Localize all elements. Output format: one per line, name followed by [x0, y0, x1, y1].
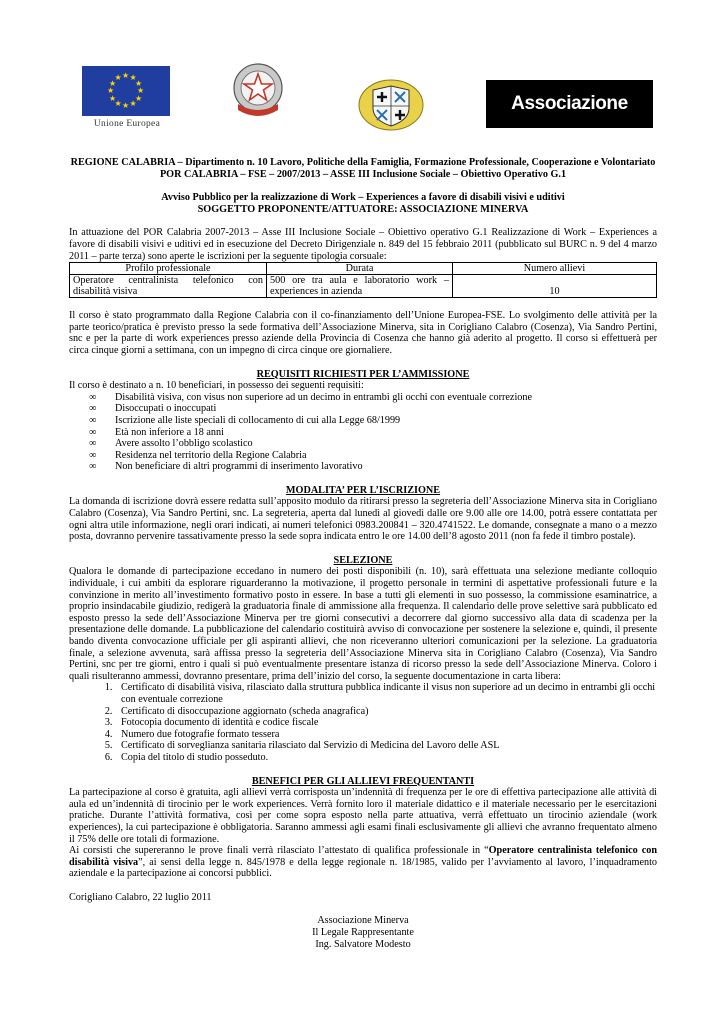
qualifica-name: Operatore centralinista telefonico con disabilità visiva: [69, 845, 657, 868]
selezione-title: SELEZIONE: [333, 554, 393, 566]
eu-star-icon: ★: [122, 101, 130, 110]
eu-star-icon: ★: [114, 98, 122, 108]
attestato-text-b: ”, ai sensi della legge n. 845/1978 e della legge regionale n. 18/1985, valido per l’avviamento al lavoro, l’inquadramento aziendale e la partecipazione ai concorsi pubblici.: [69, 856, 657, 880]
list-item: ∞ Non beneficiare di altri programmi di inserimento lavorativo: [115, 461, 657, 473]
benefici-title: BENEFICI PER GLI ALLIEVI FREQUENTANTI: [251, 775, 475, 787]
table-header-allievi: Numero allievi: [453, 263, 657, 275]
course-paragraph: Il corso è stato programmato dalla Regione Calabria con il co-finanziamento dell’Unione Europea-FSE. Lo svolgimento delle attività per la parte teorico/pratica è previsto presso la sede formativa dell’Associazione Minerva, sita in Corigliano Calabro (Cosenza), Via Sandro Pertini, snc e per la parte di work experiences presso aziende della Provincia di Cosenza che hanno già aderito al progetto. Il corso si effettuerà per circa cinque giorni a settimana, con un impegno di circa cinque ore giornaliere.: [69, 310, 657, 356]
requisiti-title: REQUISITI RICHIESTI PER L’AMMISSIONE: [256, 368, 470, 380]
benefici-paragraph: La partecipazione al corso è gratuita, agli allievi verrà corrisposta un’indennità di frequenza per le ore di effettiva partecipazione alle attività di aula ed un’indennità di tirocinio per le work experiences. Verrà fornito loro il materiale didattico e il materiale necessario per le esercitazioni pratiche. Durante l’attività formativa, così per come sopra esposto nella parte attuativa, verrà effettuato un tirocinio aziendale (work experiences), la cui partecipazione è obbligatoria. Saranno ammessi agli esami finali esclusivamente gli allievi che avranno frequentato almeno il 75% delle ore totali di formazione.: [69, 787, 657, 845]
list-item: 2. Certificato di disoccupazione aggiornato (scheda anagrafica): [115, 706, 657, 718]
list-item: ∞ Residenza nel territorio della Regione Calabria: [115, 450, 657, 462]
list-item: ∞ Avere assolto l’obbligo scolastico: [115, 438, 657, 450]
header-soggetto: SOGGETTO PROPONENTE/ATTUATORE: ASSOCIAZIONE MINERVA: [197, 203, 529, 215]
attestato-paragraph: [69, 845, 657, 880]
requisiti-list: [69, 392, 657, 473]
documents-list: [69, 682, 657, 763]
table-cell-durata: 500 ore tra aula e laboratorio work – experiences in azienda: [267, 275, 453, 298]
intro-paragraph: In attuazione del POR Calabria 2007-2013 – Asse III Inclusione Sociale – Obiettivo operativo G.1 Realizzazione di Work – Experiences a favore di disabili visivi e uditivi ed in esecuzione del Decreto Dirigenziale n. 849 del 15 febbraio 2011 (pubblicato sul BURC n. 9 del 4 marzo 2011 – parte terza) sono aperte le iscrizioni per la seguente tipologia corsuale:: [69, 227, 657, 262]
signature-name: Ing. Salvatore Modesto: [315, 938, 411, 950]
selezione-paragraph: Qualora le domande di partecipazione eccedano in numero dei posti disponibili (n. 10), sarà effettuata una selezione mediante colloquio individuale, i cui ambiti da esplorare riguarderanno la motivazione, il progetto personale in termini di aspettative professionali future e la convinzione in merito all’investimento formativo posto in essere. In base a tutti gli elementi in suo possesso, la commissione esaminatrice, a proprio insindacabile giudizio, redigerà la graduatoria finale di ammissione alla frequenza. Il calendario delle prove selettive sarà pubblicato ed esposto presso la sede dell’Associazione Minerva per tre giorni consecutivi a decorrere dal giorno successivo alla data di scadenza per la presentazione delle domande. La pubblicazione del calendario costituirà avviso di convocazione per sostenere la selezione e, quindi, il presente bando diventa convocazione ufficiale per gli aspiranti allievi, che non riceveranno ulteriori comunicazioni per la selezione. La graduatoria finale, a selezione avvenuta, sarà affissa presso la segreteria dell’Associazione Minerva sita in Corigliano Calabro (Cosenza), Via Sandro Pertini, snc per tre giorni, entro i quali si può eventualmente presentare istanza di ricorso presso la sede dell’Associazione Minerva. Coloro i quali risulteranno ammessi, dovranno presentare, prima dell’inizio del corso, la seguente documentazione in carta libera:: [69, 566, 657, 682]
list-item: ∞ Iscrizione alle liste speciali di collocamento di cui alla Legge 68/1999: [115, 415, 657, 427]
document-body: [69, 157, 657, 950]
eu-star-icon: ★: [129, 98, 137, 108]
associazione-minerva-logo: Associazione Minerva: [486, 80, 653, 128]
list-item: 3. Fotocopia documento di identità e codice fiscale: [115, 717, 657, 729]
logo-bar: [0, 58, 724, 162]
list-item: ∞ Disabilità visiva, con visus non superiore ad un decimo in entrambi gli occhi con eventuale correzione: [115, 392, 657, 404]
table-cell-allievi: 10: [453, 275, 657, 298]
attestato-text-a: Ai corsisti che supereranno le prove finali verrà rilasciato l’attestato di qualifica professionale in “: [69, 845, 489, 857]
eu-star-icon: ★: [122, 71, 130, 80]
calabria-region-emblem: [357, 78, 425, 132]
eu-flag-icon: [82, 66, 170, 116]
course-table: [69, 262, 657, 298]
header-avviso: Avviso Pubblico per la realizzazione di Work – Experiences a favore di disabili visivi e uditivi: [161, 192, 565, 204]
eu-star-icon: ★: [107, 86, 115, 95]
table-cell-profilo: Operatore centralinista telefonico con disabilità visiva: [70, 275, 267, 298]
eu-star-icon: ★: [134, 93, 143, 103]
italian-republic-emblem: [232, 60, 284, 126]
place-date: Corigliano Calabro, 22 luglio 2011: [69, 891, 212, 903]
header-region: REGIONE CALABRIA – Dipartimento n. 10 Lavoro, Politiche della Famiglia, Formazione Professionale, Cooperazione e Volontariato: [70, 157, 656, 168]
table-row: [70, 275, 657, 298]
signature-role: Il Legale Rappresentante: [312, 927, 414, 939]
list-item: 1. Certificato di disabilità visiva, rilasciato dalla struttura pubblica indicante il visus non superiore ad un decimo in entrambi gli occhi con eventuale correzione: [115, 682, 657, 705]
eu-star-icon: ★: [137, 86, 145, 95]
eu-flag-logo: [82, 66, 172, 134]
iscrizione-title: MODALITA’ PER L’ISCRIZIONE: [285, 484, 441, 496]
list-item: ∞ Età non inferiore a 18 anni: [115, 427, 657, 439]
signature-org: Associazione Minerva: [317, 915, 409, 927]
eu-logo-label: Unione Europea: [93, 119, 161, 129]
list-item: 4. Numero due fotografie formato tessera: [115, 729, 657, 741]
eu-star-icon: ★: [109, 93, 117, 103]
iscrizione-paragraph: La domanda di iscrizione dovrà essere redatta sull’apposito modulo da ritirarsi presso la segreteria dell’Associazione Minerva sita in Corigliano Calabro (Cosenza), Via Sandro Pertini, snc. La segreteria, aperta dal lunedì al giovedì dalle ore 9.00 alle ore 14.00, potrà essere contattata per ogni altra utile informazione, negli orari indicati, ai numeri telefonici 0983.200841 – 320.4741522. Le domande, consegnate a mano o a mezzo posta, dovranno pervenire tassativamente presso la sede sopra indicata entro le ore 14.00 dell’8 agosto 2011 (non fa fede il timbro postale).: [69, 496, 657, 543]
eu-star-icon: ★: [134, 78, 143, 88]
table-header-profilo: Profilo professionale: [70, 263, 267, 275]
eu-star-icon: ★: [129, 73, 137, 82]
list-item: ∞ Disoccupati o inoccupati: [115, 403, 657, 415]
requisiti-intro: Il corso è destinato a n. 10 beneficiari, in possesso dei seguenti requisiti:: [69, 380, 364, 392]
table-header-durata: Durata: [267, 263, 453, 275]
list-item: 6. Copia del titolo di studio posseduto.: [115, 752, 657, 764]
list-item: 5. Certificato di sorveglianza sanitaria rilasciato dal Servizio di Medicina del Lavoro delle ASL: [115, 740, 657, 752]
header-por: POR CALABRIA – FSE – 2007/2013 – ASSE III Inclusione Sociale – Obiettivo Operativo G.1: [159, 168, 567, 180]
eu-star-icon: ★: [109, 78, 117, 88]
eu-star-icon: ★: [114, 73, 122, 82]
